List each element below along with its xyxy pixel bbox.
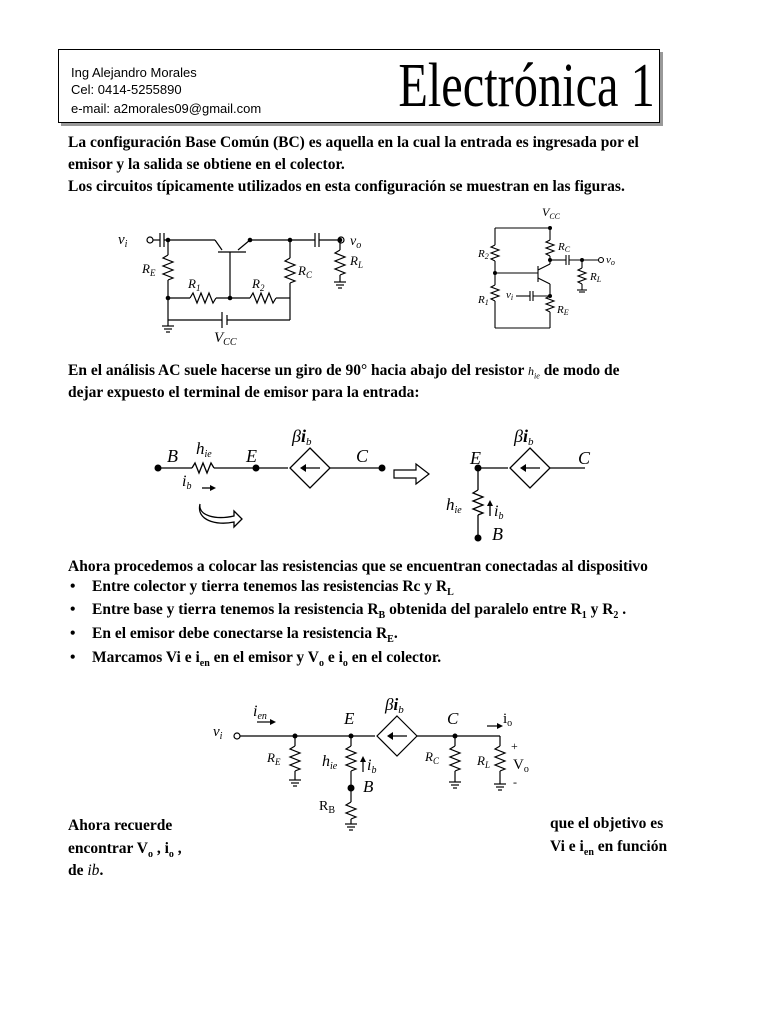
- fig3-c: C: [356, 446, 369, 466]
- fig4-hie: h: [446, 495, 455, 514]
- author-name: Ing Alejandro Morales: [71, 65, 197, 80]
- svg-text:βib: βib: [514, 426, 534, 448]
- fig4-c: C: [578, 448, 591, 468]
- transform-arrow-icon: [392, 462, 432, 486]
- svg-text:RB: $R_B$: [319, 799, 336, 816]
- fig4-beta: β: [514, 426, 523, 446]
- svg-text:R2: $R_2$: [252, 276, 265, 293]
- fig2-vcc: V: [542, 205, 550, 219]
- author-email: e-mail: a2morales09@gmail.com: [71, 101, 262, 116]
- fig5-rl: R: [477, 753, 485, 768]
- hybrid-model-figure: [150, 420, 400, 532]
- svg-text:RE: $R_E$: [142, 261, 156, 278]
- fig5-c: C: [447, 709, 459, 728]
- fig1-vcc: V: [214, 330, 224, 346]
- circuit-figure-1: [110, 220, 390, 350]
- svg-text:RC: RC: [558, 241, 571, 254]
- svg-text:vi: $v_i$: [118, 232, 128, 250]
- fig1-re: R: [142, 261, 150, 276]
- svg-text:βib: βib: [292, 426, 312, 448]
- fig5-ien: i: [253, 703, 258, 720]
- fig3-beta: β: [292, 426, 301, 446]
- fig1-vi: v: [118, 232, 125, 248]
- page-title: Electrónica 1: [398, 52, 655, 120]
- svg-text:RC: $R_C$: [298, 263, 312, 280]
- conclusion-right-2: Vi e $i_{en}$ en función: [550, 838, 668, 859]
- svg-text:hie: hie: [446, 495, 462, 516]
- fig5-plus: +: [511, 739, 518, 753]
- svg-text:R1: $R_1$: [188, 276, 201, 293]
- svg-text:VCC: $V_{CC}$: [542, 205, 561, 221]
- svg-text:vo: $v_o$: [350, 234, 362, 251]
- fig5-vi: v: [213, 724, 220, 740]
- fig2-r2: R: [478, 248, 485, 260]
- svg-text:RL: $R_L$: [350, 253, 363, 270]
- fig5-rb: R: [319, 799, 329, 814]
- conclusion-left-1: Ahora recuerde: [68, 817, 173, 834]
- svg-text:R1: R1: [478, 294, 489, 307]
- fig5-hie: h: [322, 753, 330, 770]
- svg-text:RE: $R_E$: [267, 750, 281, 767]
- fig2-vo: v: [606, 254, 611, 266]
- svg-text:ib: ib: [182, 473, 192, 492]
- svg-text:vo: vo: [606, 254, 615, 267]
- fig4-b: B: [492, 524, 503, 544]
- svg-text:hie: hie: [322, 753, 338, 772]
- fig4-ib: i: [494, 503, 499, 520]
- intro-line-2: emisor y la salida se obtiene en el colector.: [68, 156, 345, 173]
- author-phone: Cel: 0414-5255890: [71, 82, 182, 97]
- resistances-intro: Ahora procedemos a colocar las resistencias que se encuentran conectadas al dispositivo: [68, 558, 648, 575]
- fig5-beta: β: [385, 695, 394, 714]
- svg-text:hie: hie: [196, 439, 212, 460]
- svg-text:RE: RE: [557, 304, 569, 317]
- svg-text:ien: ien: [253, 703, 267, 722]
- conclusion-left-3: de ib.: [68, 862, 104, 879]
- fig1-r1: R: [188, 276, 196, 291]
- fig5-re: R: [267, 750, 275, 765]
- bullet-3: • En el emisor debe conectarse la resistencia $R_E$.: [70, 625, 398, 646]
- svg-text:Vo: $V_o$: [513, 757, 529, 775]
- fig3-ib: i: [182, 473, 187, 490]
- fig5-ib: i: [367, 757, 372, 774]
- fig1-r2: R: [252, 276, 260, 291]
- fig3-b: B: [167, 446, 178, 466]
- fig5-rc: R: [425, 749, 433, 764]
- intro-line-1: La configuración Base Común (BC) es aquella en la cual la entrada es ingresada por el: [68, 134, 639, 151]
- fig5-io: i: [503, 711, 508, 727]
- bullet-4: • Marcamos Vi e $i_{en}$ en el emisor y $V_o$ e $i_o$ en el colector.: [70, 649, 442, 670]
- fig5-e: E: [344, 709, 355, 728]
- fig3-hie: h: [196, 439, 205, 458]
- fig2-r1: R: [478, 294, 485, 306]
- svg-text:RC: $R_C$: [425, 749, 439, 766]
- fig2-rl: R: [590, 271, 597, 283]
- circuit-figure-2: [470, 200, 630, 335]
- fig2-vi: v: [506, 289, 511, 301]
- hie-symbol: $h_{ie}$: [528, 364, 540, 381]
- fig1-rl: R: [350, 253, 358, 268]
- fig4-e: E: [470, 448, 481, 468]
- conclusion-left-2: encontrar $V_o$ , $i_o$ ,: [68, 840, 182, 861]
- fig2-re: R: [557, 304, 564, 316]
- svg-text:R2: R2: [478, 248, 489, 261]
- svg-text:RL: $R_L$: [477, 753, 490, 770]
- fig1-rc: R: [298, 263, 306, 278]
- fig5-vo: V: [513, 757, 524, 773]
- bullet-2: • Entre base y tierra tenemos la resistencia $R_B$ obtenida del paralelo entre $R_1$ y $R_2$ .: [70, 601, 627, 622]
- intro-line-3: Los circuitos típicamente utilizados en esta configuración se muestran en las figuras.: [68, 178, 625, 195]
- fig2-rc: R: [558, 241, 565, 253]
- fig3-e: E: [246, 446, 257, 466]
- conclusion-right-1: que el objetivo es: [550, 815, 664, 832]
- svg-text:βib: βib: [385, 695, 404, 716]
- svg-text:ib: ib: [367, 757, 377, 776]
- ac-analysis-line-2: dejar expuesto el terminal de emisor para la entrada:: [68, 384, 420, 401]
- header-box: [58, 49, 660, 123]
- fig5-minus: -: [513, 775, 517, 789]
- svg-text:ib: ib: [494, 503, 504, 522]
- svg-text:RL: RL: [590, 271, 602, 284]
- bullet-1: • Entre colector y tierra tenemos las resistencias Rc y $R_L$: [70, 578, 454, 599]
- svg-text:vi: vi: [506, 289, 514, 302]
- ac-analysis-line-1: En el análisis AC suele hacerse un giro de 90° hacia abajo del resistor $h_{ie}$ de modo de: [68, 362, 620, 381]
- fig5-b: B: [363, 777, 374, 796]
- svg-text:io: $i_o$: [503, 711, 513, 729]
- fig1-vo: v: [350, 234, 357, 249]
- rotated-model-figure: [430, 420, 615, 545]
- svg-text:VCC: $V_{CC}$: [214, 330, 237, 348]
- svg-text:vi: $v_i$: [213, 724, 223, 742]
